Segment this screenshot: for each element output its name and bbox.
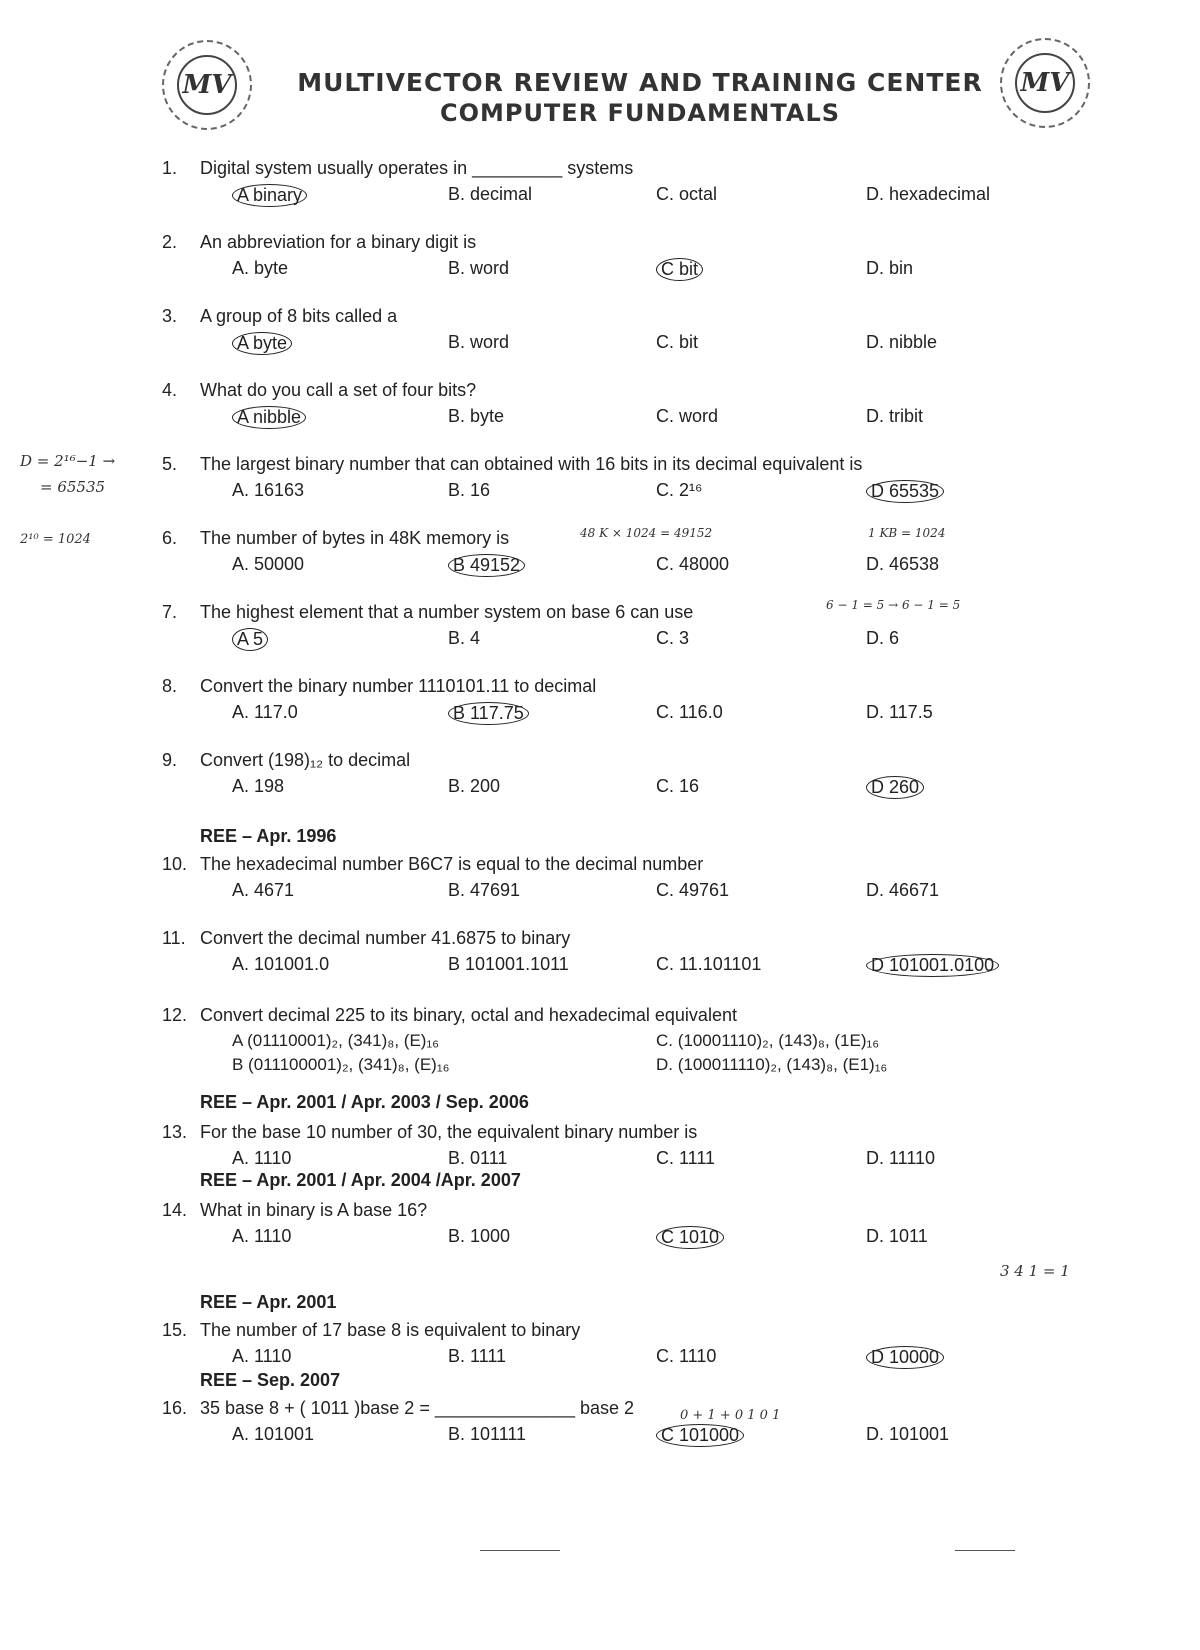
option-text: A. 117.0	[232, 702, 298, 722]
option-text: B. 4	[448, 628, 481, 648]
question-text: What do you call a set of four bits?	[200, 380, 477, 400]
question-item	[0, 454, 1200, 506]
question-number: 3.	[162, 306, 178, 326]
question-text: A group of 8 bits called a	[200, 306, 398, 326]
option-c	[656, 702, 723, 723]
option-c	[656, 628, 689, 649]
option-text: C. 2¹⁶	[656, 480, 703, 500]
section-heading: REE – Apr. 2001 / Apr. 2003 / Sep. 2006	[200, 1092, 529, 1112]
handwritten-note: 2¹⁰ = 1024	[20, 532, 91, 547]
option-a	[232, 702, 298, 723]
question-item	[0, 380, 1200, 432]
option-text: A. 50000	[232, 554, 305, 574]
option-text: D. 101001	[866, 1424, 950, 1444]
question-number: 11.	[162, 928, 186, 948]
option-text: C. 1110	[656, 1346, 717, 1366]
option-c	[656, 480, 702, 501]
option-b	[448, 1148, 507, 1169]
question-item	[0, 1398, 1200, 1450]
question-number: 13.	[162, 1122, 188, 1142]
option-c	[656, 1346, 716, 1367]
option-b: B (011100001)₂, (341)₈, (E)₁₆	[232, 1055, 450, 1074]
option-text: B 49152	[448, 554, 525, 577]
option-c	[656, 1148, 715, 1169]
question-item	[0, 158, 1200, 210]
question-text: The hexadecimal number B6C7 is equal to the decimal number	[200, 854, 704, 874]
question-item	[0, 602, 1200, 654]
org-logo-left	[162, 40, 252, 130]
option-text: B 101001.1011	[448, 954, 569, 974]
question-number: 1.	[162, 158, 178, 178]
option-a	[232, 1424, 314, 1445]
option-text: D. 117.5	[866, 702, 933, 722]
question-text: Digital system usually operates in _________ systems	[200, 158, 634, 178]
question-item	[0, 854, 1200, 906]
option-text: A. byte	[232, 258, 289, 278]
option-d-marked	[866, 480, 946, 503]
logo-emblem: MV	[1015, 53, 1075, 113]
question-text: Convert the binary number 1110101.11 to decimal	[200, 676, 597, 696]
question-item	[0, 1122, 1200, 1174]
option-d	[866, 880, 939, 901]
option-text: B. 101111	[448, 1424, 527, 1444]
option-text: A. 198	[232, 776, 285, 796]
option-a	[232, 1226, 291, 1247]
option-text: B. byte	[448, 406, 505, 426]
option-text: C. 11.101101	[656, 954, 762, 974]
option-text: A byte	[232, 332, 292, 355]
option-a-marked	[232, 628, 270, 651]
question-text: 35 base 8 + ( 1011 )base 2 = ______________ base 2	[200, 1398, 635, 1418]
option-text: B. 1000	[448, 1226, 511, 1246]
option-c-marked	[656, 1424, 746, 1447]
option-text: D 260	[866, 776, 924, 799]
option-text: A. 101001	[232, 1424, 315, 1444]
option-text: D. hexadecimal	[866, 184, 991, 204]
option-d	[866, 702, 933, 723]
option-text: A. 101001.0	[232, 954, 330, 974]
option-a: A (01110001)₂, (341)₈, (E)₁₆	[232, 1031, 440, 1050]
option-text: A. 1110	[232, 1148, 292, 1168]
option-text: D. bin	[866, 258, 914, 278]
question-text: The number of 17 base 8 is equivalent to binary	[200, 1320, 581, 1340]
option-d	[866, 554, 939, 575]
option-text: C. 49761	[656, 880, 730, 900]
option-a-marked	[232, 184, 309, 207]
option-text: A binary	[232, 184, 307, 207]
option-text: C 101000	[656, 1424, 744, 1447]
footer-divider	[955, 1550, 1015, 1551]
logo-emblem: MV	[177, 55, 237, 115]
option-text: A 5	[232, 628, 268, 651]
option-text: D. 6	[866, 628, 900, 648]
option-text: B. 1111	[448, 1346, 507, 1366]
option-text: C. bit	[656, 332, 699, 352]
option-text: B. word	[448, 258, 510, 278]
option-text: B. 47691	[448, 880, 521, 900]
option-text: C 1010	[656, 1226, 724, 1249]
question-item	[0, 306, 1200, 358]
option-d	[866, 258, 913, 279]
option-a	[232, 880, 294, 901]
section-heading: REE – Apr. 2001 / Apr. 2004 /Apr. 2007	[200, 1170, 521, 1190]
option-b	[448, 628, 480, 649]
option-d: D. (100011110)₂, (143)₈, (E1)₁₆	[656, 1055, 888, 1074]
option-b	[448, 184, 532, 205]
section-heading: REE – Apr. 2001	[200, 1292, 337, 1312]
option-d	[866, 332, 937, 353]
option-c	[656, 406, 718, 427]
option-d	[866, 1226, 928, 1247]
option-c	[656, 880, 729, 901]
option-b	[448, 1424, 526, 1445]
question-text: Convert (198)₁₂ to decimal	[200, 750, 411, 770]
option-d	[866, 1424, 949, 1445]
option-a	[232, 1148, 291, 1169]
option-c	[656, 554, 729, 575]
option-text: C. 16	[656, 776, 700, 796]
question-item	[0, 1320, 1200, 1372]
option-text: B. 200	[448, 776, 501, 796]
question-number: 4.	[162, 380, 178, 400]
option-text: C. 1111	[656, 1148, 716, 1168]
question-number: 14.	[162, 1200, 188, 1220]
option-text: A. 16163	[232, 480, 305, 500]
handwritten-note: 3 4 1 = 1	[1000, 1262, 1070, 1280]
option-d-marked	[866, 776, 926, 799]
question-text: Convert decimal 225 to its binary, octal and hexadecimal equivalent	[200, 1005, 737, 1025]
option-d-marked	[866, 1346, 946, 1369]
question-text: What in binary is A base 16?	[200, 1200, 428, 1220]
handwritten-note: 6 − 1 = 5 → 6 − 1 = 5	[826, 598, 961, 612]
option-a	[232, 480, 304, 501]
question-number: 10.	[162, 854, 188, 874]
option-a	[232, 776, 284, 797]
option-text: B. word	[448, 332, 510, 352]
option-d	[866, 184, 990, 205]
org-title: MULTIVECTOR REVIEW AND TRAINING CENTER	[297, 68, 983, 97]
option-text: B. 0111	[448, 1148, 508, 1168]
option-text: C. 48000	[656, 554, 730, 574]
option-text: D 101001.0100	[866, 954, 999, 977]
question-12	[0, 1005, 1200, 1079]
option-a-marked	[232, 332, 294, 355]
question-number: 12.	[162, 1005, 188, 1025]
option-text: A. 1110	[232, 1226, 292, 1246]
option-text: A. 4671	[232, 880, 295, 900]
handwritten-note: 1 KB = 1024	[868, 526, 946, 540]
option-c	[656, 954, 761, 975]
option-d-marked	[866, 954, 1001, 977]
question-text: An abbreviation for a binary digit is	[200, 232, 477, 252]
option-text: C. octal	[656, 184, 718, 204]
option-b	[448, 480, 490, 501]
option-text: B 117.75	[448, 702, 529, 725]
option-text: D 65535	[866, 480, 944, 503]
question-item	[0, 1200, 1200, 1252]
option-d	[866, 1148, 935, 1169]
option-b-marked	[448, 554, 527, 577]
question-item	[0, 750, 1200, 802]
page-header	[260, 68, 1020, 127]
option-c-marked	[656, 258, 705, 281]
option-text: D. 11110	[866, 1148, 936, 1168]
handwritten-note: 0 + 1 + 0 1 0 1	[680, 1408, 781, 1423]
option-text: B. 16	[448, 480, 491, 500]
option-b	[448, 332, 509, 353]
option-b	[448, 1346, 506, 1367]
option-b	[448, 1226, 510, 1247]
question-text: The largest binary number that can obtained with 16 bits in its decimal equivalent is	[200, 454, 863, 474]
option-c	[656, 776, 699, 797]
question-text: The highest element that a number system on base 6 can use	[200, 602, 694, 622]
option-d	[866, 628, 899, 649]
handwritten-note: = 65535	[40, 478, 106, 496]
option-text: D. 46671	[866, 880, 940, 900]
option-text: A nibble	[232, 406, 306, 429]
option-c-marked	[656, 1226, 726, 1249]
section-heading: REE – Sep. 2007	[200, 1370, 341, 1390]
option-text: B. decimal	[448, 184, 533, 204]
option-a	[232, 258, 288, 279]
option-text: C bit	[656, 258, 703, 281]
handwritten-note: D = 2¹⁶−1 →	[20, 452, 116, 470]
option-b	[448, 880, 520, 901]
option-a	[232, 1346, 291, 1367]
question-number: 6.	[162, 528, 178, 548]
question-item	[0, 232, 1200, 284]
option-text: D 10000	[866, 1346, 944, 1369]
option-b-marked	[448, 702, 531, 725]
option-a-marked	[232, 406, 308, 429]
option-b	[448, 406, 504, 427]
question-number: 9.	[162, 750, 178, 770]
question-number: 2.	[162, 232, 178, 252]
footer-divider	[480, 1550, 560, 1551]
handwritten-note: 48 K × 1024 = 49152	[580, 526, 713, 540]
option-b	[448, 776, 500, 797]
option-b	[448, 954, 569, 975]
subject-title: COMPUTER FUNDAMENTALS	[439, 99, 841, 127]
question-number: 15.	[162, 1320, 188, 1340]
question-item	[0, 676, 1200, 728]
option-c	[656, 332, 698, 353]
option-text: D. tribit	[866, 406, 924, 426]
option-text: A. 1110	[232, 1346, 292, 1366]
option-text: C. 116.0	[656, 702, 723, 722]
option-text: D. nibble	[866, 332, 938, 352]
option-a	[232, 954, 329, 975]
question-text: For the base 10 number of 30, the equivalent binary number is	[200, 1122, 698, 1142]
question-item	[0, 928, 1200, 980]
question-number: 5.	[162, 454, 178, 474]
option-b	[448, 258, 509, 279]
question-text: Convert the decimal number 41.6875 to binary	[200, 928, 571, 948]
option-c: C. (10001110)₂, (143)₈, (1E)₁₆	[656, 1031, 880, 1050]
option-d	[866, 406, 923, 427]
question-number: 16.	[162, 1398, 188, 1418]
option-text: C. word	[656, 406, 719, 426]
option-text: C. 3	[656, 628, 690, 648]
option-text: D. 46538	[866, 554, 940, 574]
option-a	[232, 554, 304, 575]
question-number: 8.	[162, 676, 178, 696]
section-heading: REE – Apr. 1996	[200, 826, 337, 846]
question-text: The number of bytes in 48K memory is	[200, 528, 510, 548]
option-c	[656, 184, 717, 205]
option-text: D. 1011	[866, 1226, 928, 1246]
question-number: 7.	[162, 602, 178, 622]
